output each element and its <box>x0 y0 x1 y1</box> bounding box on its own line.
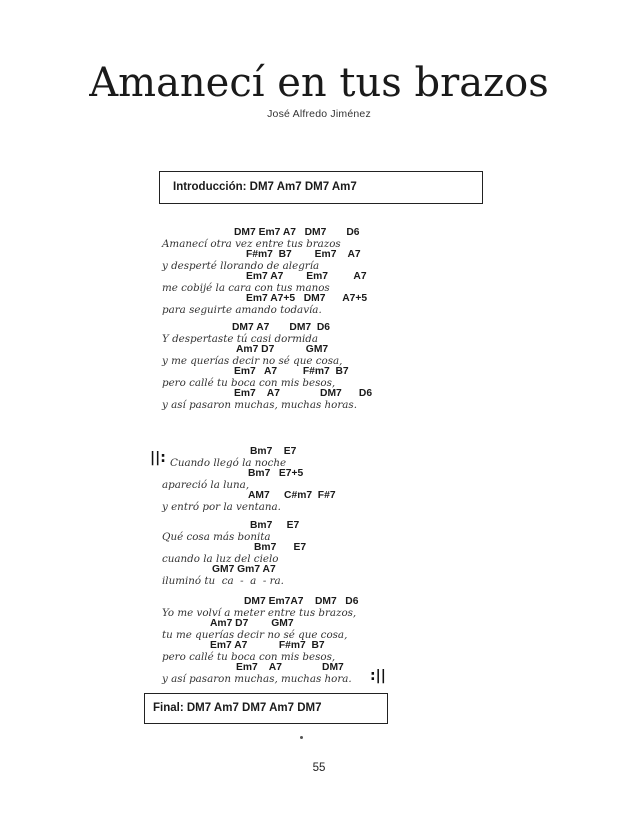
chord-line: Em7 A7 DM7 <box>236 662 344 673</box>
lyric-line: tu me querías decir no sé que cosa, <box>162 629 348 641</box>
lyric-line: iluminó tu ca - a - ra. <box>162 575 284 587</box>
lyric-line: pero callé tu boca con mis besos, <box>162 651 336 663</box>
chord-line: DM7 Em7A7 DM7 D6 <box>244 596 359 607</box>
lyric-line: me cobijé la cara con tus manos <box>162 282 330 294</box>
song-author: José Alfredo Jiménez <box>267 108 371 120</box>
chord-line: DM7 Em7 A7 DM7 D6 <box>234 227 360 238</box>
chord-line: DM7 A7 DM7 D6 <box>232 322 331 333</box>
chord-line: Am7 D7 GM7 <box>210 618 294 629</box>
chord-line: Em7 A7 F#m7 B7 <box>234 366 349 377</box>
chord-line: Bm7 E7 <box>250 446 297 457</box>
dot-mark <box>300 736 303 739</box>
page-number: 55 <box>312 762 326 774</box>
lyric-line: y así pasaron muchas, muchas horas. <box>162 399 357 411</box>
lyric-line: Yo me volví a meter entre tus brazos, <box>162 607 357 619</box>
chord-line: Em7 A7 Em7 A7 <box>246 271 367 282</box>
final-box: Final: DM7 Am7 DM7 Am7 DM7 <box>144 693 388 724</box>
lyric-line: pero callé tu boca con mis besos, <box>162 377 336 389</box>
chord-line: Em7 A7 DM7 D6 <box>234 388 373 399</box>
lyric-line: y entró por la ventana. <box>162 501 281 513</box>
repeat-start-sign: ||: <box>150 450 166 466</box>
lyric-line: y desperté llorando de alegría <box>162 260 320 272</box>
lyric-line: Amanecí otra vez entre tus brazos <box>162 238 341 250</box>
lyric-line: cuando la luz del cielo <box>162 553 279 565</box>
repeat-end-sign: :|| <box>370 668 386 684</box>
lyric-line: Qué cosa más bonita <box>162 531 271 543</box>
chord-line: Am7 D7 GM7 <box>236 344 329 355</box>
chord-line: Em7 A7+5 DM7 A7+5 <box>246 293 368 304</box>
chord-line: Bm7 E7+5 <box>248 468 304 479</box>
lyric-line: para seguirte amando todavía. <box>162 304 322 316</box>
lyric-line: y me querías decir no sé que cosa, <box>162 355 343 367</box>
lyric-line: Y despertaste tú casi dormida <box>162 333 319 345</box>
intro-box: Introducción: DM7 Am7 DM7 Am7 <box>159 171 483 204</box>
chord-line: GM7 Gm7 A7 <box>212 564 276 575</box>
chord-line: Bm7 E7 <box>254 542 307 553</box>
lyric-line: y así pasaron muchas, muchas hora. <box>162 673 352 685</box>
chord-line: F#m7 B7 Em7 A7 <box>246 249 361 260</box>
song-title: Amanecí en tus brazos <box>89 60 549 106</box>
chord-line: Bm7 E7 <box>250 520 300 531</box>
lyric-line: apareció la luna, <box>162 479 250 491</box>
chord-line: Em7 A7 F#m7 B7 <box>210 640 325 651</box>
lyric-line: Cuando llegó la noche <box>170 457 287 469</box>
chord-line: AM7 C#m7 F#7 <box>248 490 336 501</box>
